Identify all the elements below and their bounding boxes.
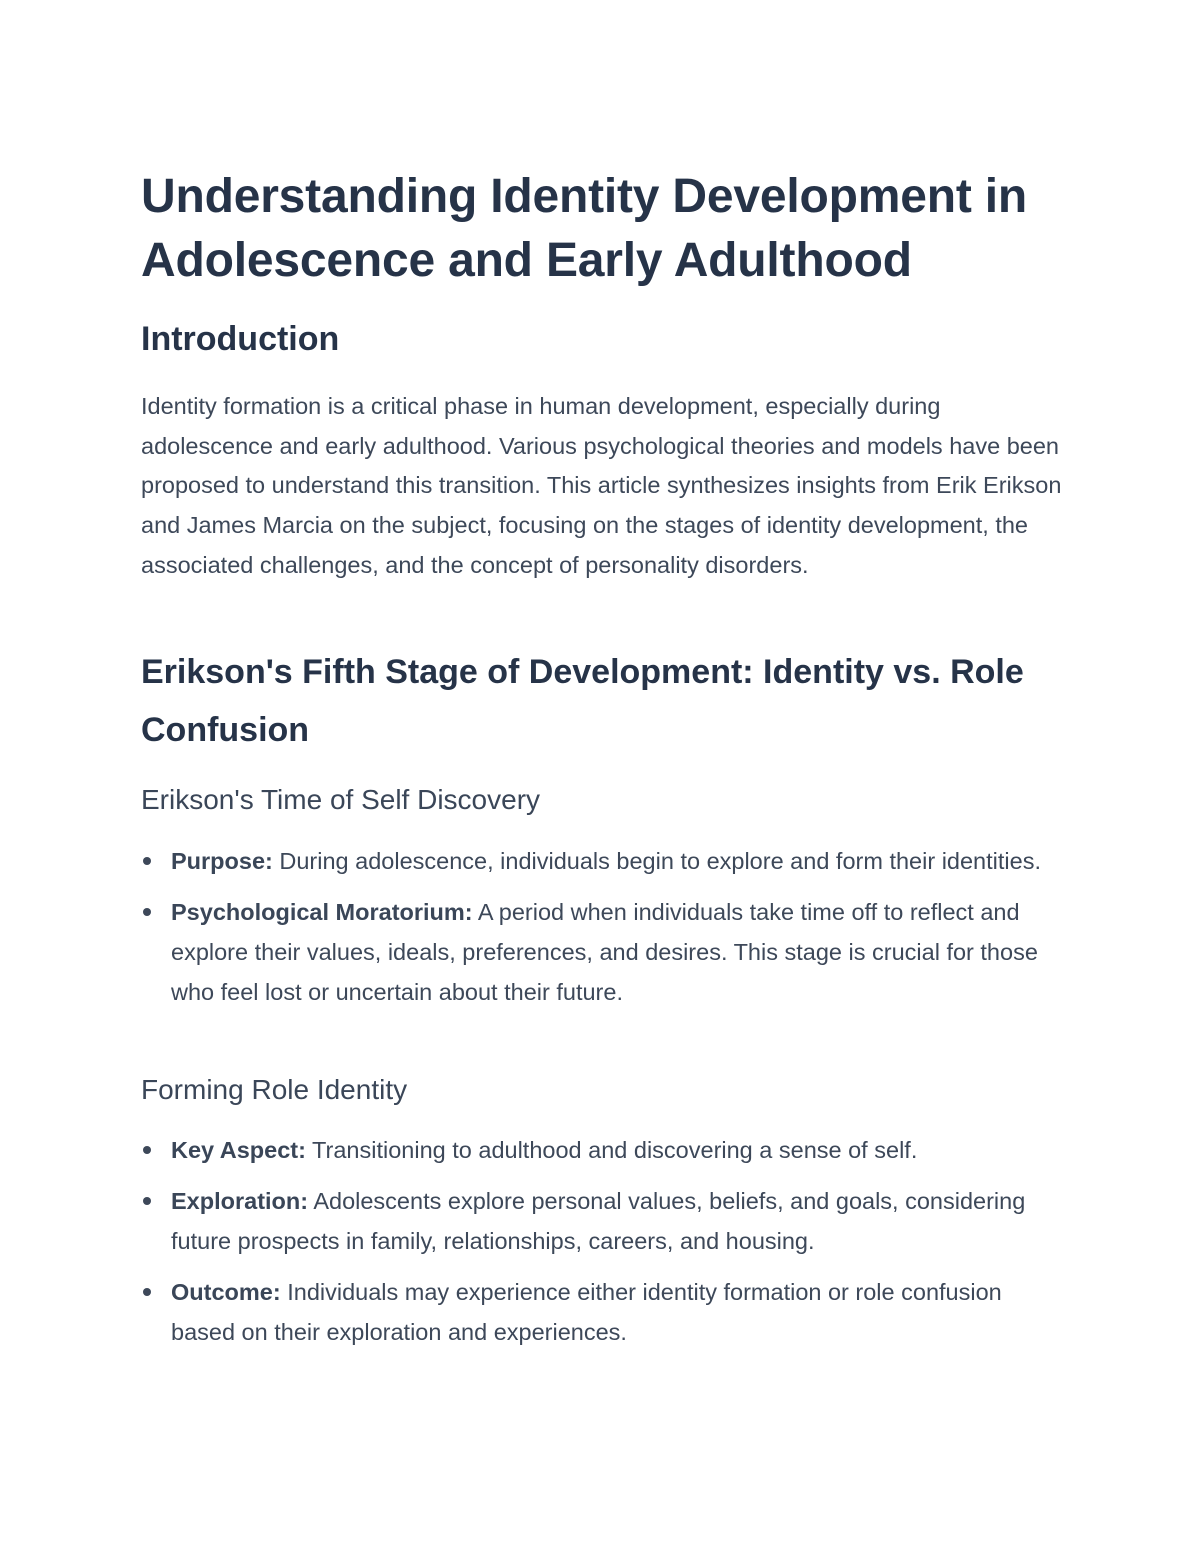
document-title: Understanding Identity Development in Adolescence and Early Adulthood	[141, 170, 1028, 287]
list-item-text: Transitioning to adulthood and discovering a sense of self.	[305, 1137, 918, 1163]
self-discovery-list	[141, 841, 1041, 1023]
list-item	[141, 1181, 1041, 1261]
bullet-icon	[143, 908, 151, 916]
list-item-text: Adolescents explore personal values, beliefs, and goals, considering future prospects in family, relationships, careers, and housing.	[171, 1188, 1026, 1254]
list-item-term: Key Aspect:	[171, 1137, 306, 1163]
list-item	[141, 841, 1041, 881]
role-identity-heading: Forming Role Identity	[141, 1074, 408, 1105]
self-discovery-heading: Erikson's Time of Self Discovery	[141, 784, 541, 815]
list-item-term: Exploration:	[171, 1188, 309, 1214]
list-item	[141, 1272, 1041, 1352]
role-identity-list	[141, 1130, 1041, 1363]
list-item	[141, 892, 1041, 1012]
list-item-text: During adolescence, individuals begin to explore and form their identities.	[272, 848, 1041, 874]
list-item-term: Purpose:	[171, 848, 273, 874]
erikson-stage-heading: Erikson's Fifth Stage of Development: Identity vs. Role Confusion	[141, 653, 1024, 749]
introduction-paragraph: Identity formation is a critical phase in human development, especially during adolescence and early adulthood. Various psychological theories and models have been proposed to understand this transition. This article synthesizes insights from Erik Erikson and James Marcia on the subject, focusing on the stages of identity development, the associated challenges, and the concept of personality disorders.	[141, 393, 1062, 578]
list-item-text: A period when individuals take time off to reflect and explore their values, ideals, preferences, and desires. This stage is crucial for those who feel lost or uncertain about their future.	[171, 899, 1038, 1005]
list-item	[141, 1130, 1041, 1170]
list-item-term: Outcome:	[171, 1279, 281, 1305]
introduction-heading: Introduction	[141, 320, 340, 358]
list-item-text: Individuals may experience either identity formation or role confusion based on their exploration and experiences.	[171, 1279, 1002, 1345]
bullet-icon	[143, 857, 151, 865]
bullet-icon	[143, 1288, 151, 1296]
bullet-icon	[143, 1146, 151, 1154]
list-item-term: Psychological Moratorium:	[171, 899, 473, 925]
bullet-icon	[143, 1197, 151, 1205]
